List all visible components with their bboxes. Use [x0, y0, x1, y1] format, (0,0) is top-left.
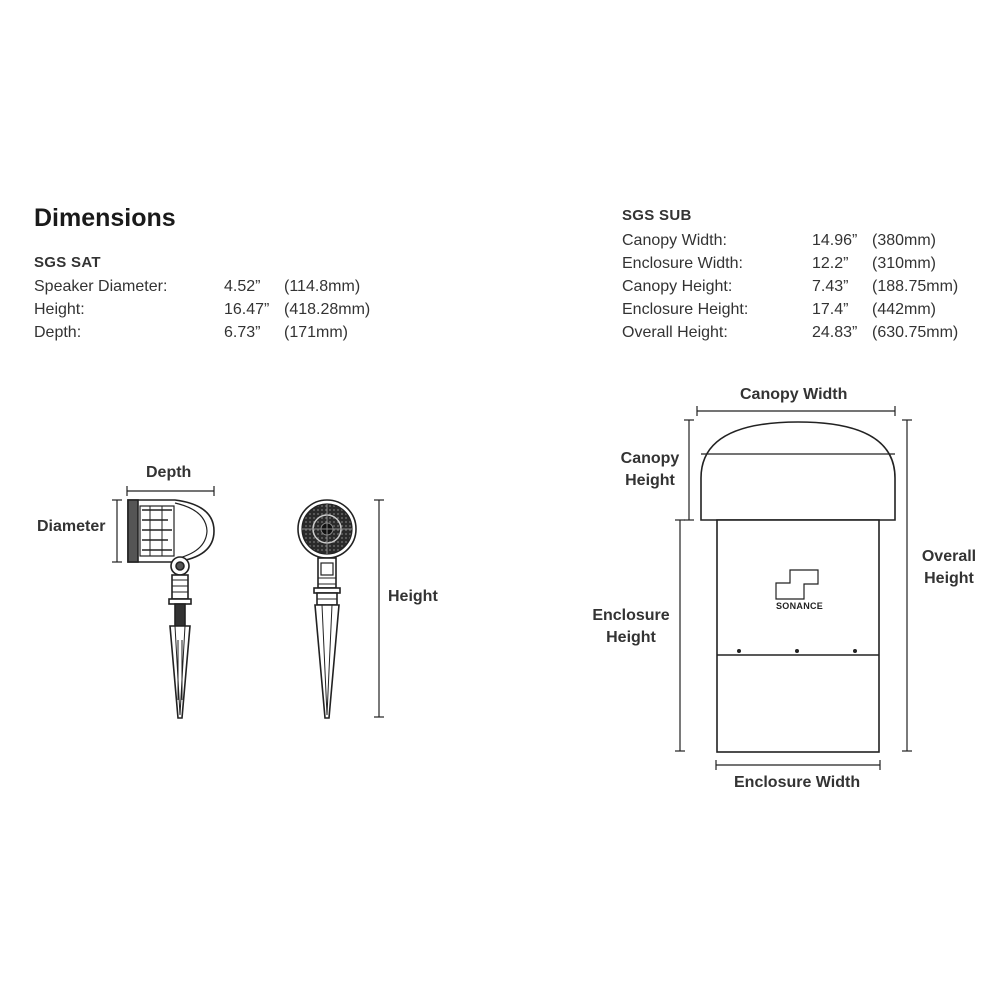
sub-spec-mm: (380mm)	[872, 232, 937, 249]
sub-spec-mm: (442mm)	[872, 301, 937, 318]
enclosure-height-label-line1: Enclosure	[592, 607, 670, 624]
sub-spec-label: Enclosure Width:	[622, 255, 743, 272]
sub-spec-inches: 14.96”	[812, 232, 858, 249]
overall-height-label	[914, 546, 984, 590]
overall-height-label-line2: Height	[924, 570, 974, 587]
overall-height-label-line1: Overall	[921, 548, 977, 565]
sub-spec-inches: 12.2”	[812, 255, 849, 272]
depth-label: Depth	[146, 464, 192, 481]
sub-spec-mm: (188.75mm)	[872, 278, 959, 295]
sonance-logo: SONANCE	[776, 601, 824, 611]
canopy-height-label-line2: Height	[625, 472, 675, 489]
sub-spec-label: Enclosure Height:	[622, 301, 749, 318]
sat-front-view	[298, 500, 384, 718]
sub-view	[675, 406, 912, 770]
canopy-width-label: Canopy Width	[740, 386, 848, 403]
sub-spec-inches: 17.4”	[812, 301, 849, 318]
sat-spec-label: Height:	[34, 301, 85, 318]
sat-spec-inches: 6.73”	[224, 324, 261, 341]
sub-heading: SGS SUB	[622, 207, 692, 224]
canopy-height-label-line1: Canopy	[620, 450, 680, 467]
sub-spec-label: Canopy Width:	[622, 232, 727, 249]
sub-spec-inches: 24.83”	[812, 324, 858, 341]
sub-spec-label: Overall Height:	[622, 324, 728, 341]
canopy-height-label	[612, 448, 688, 492]
sub-spec-label: Canopy Height:	[622, 278, 733, 295]
height-label: Height	[388, 588, 438, 605]
enclosure-width-label: Enclosure Width	[734, 774, 861, 791]
sat-spec-label: Speaker Diameter:	[34, 278, 168, 295]
sat-heading: SGS SAT	[34, 254, 101, 271]
page-title: Dimensions	[34, 204, 176, 232]
enclosure-height-label	[590, 605, 672, 649]
sat-spec-label: Depth:	[34, 324, 82, 341]
sub-spec-mm: (310mm)	[872, 255, 937, 272]
sat-side-view	[112, 486, 214, 718]
sat-spec-inches: 4.52”	[224, 278, 261, 295]
sat-spec-inches: 16.47”	[224, 301, 270, 318]
sat-spec-mm: (171mm)	[284, 324, 349, 341]
enclosure-height-label-line2: Height	[606, 629, 656, 646]
diameter-label: Diameter	[37, 518, 106, 535]
sub-spec-inches: 7.43”	[812, 278, 849, 295]
sub-spec-mm: (630.75mm)	[872, 324, 959, 341]
sat-spec-mm: (114.8mm)	[284, 278, 361, 295]
sat-spec-mm: (418.28mm)	[284, 301, 371, 318]
